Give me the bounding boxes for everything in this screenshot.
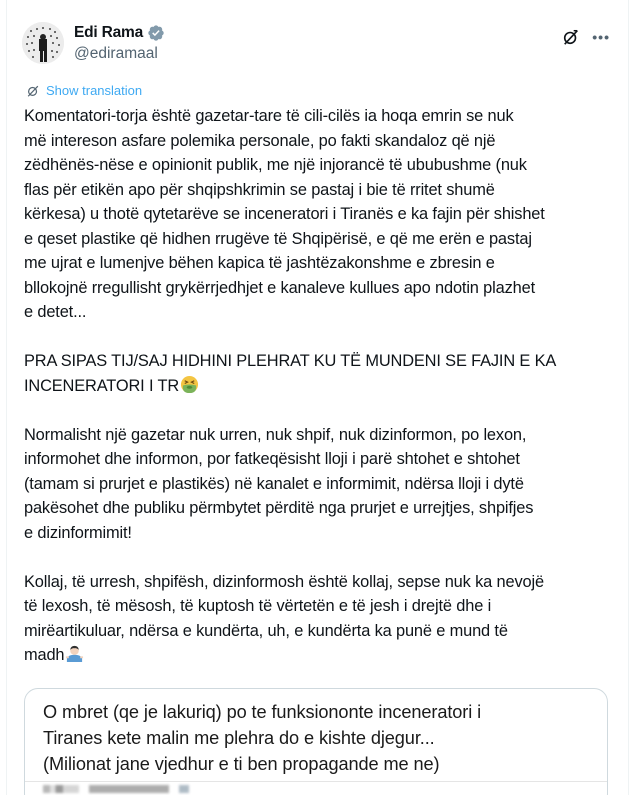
text-line-with-emoji <box>24 643 620 668</box>
show-translation-label[interactable]: Show translation <box>46 83 143 98</box>
text-line: (tamam si prurjet e plastikës) në kanalet e informimit, ndërsa lloji i dytë <box>24 474 524 493</box>
show-translation-link[interactable] <box>26 83 142 98</box>
text-line: e dizinformimit! <box>24 523 132 542</box>
text-line-with-emoji <box>24 374 620 399</box>
quoted-author-name <box>89 785 169 793</box>
text-line: informohet dhe informon, por fatkeqësisht lloji i parë shtohet e shtohet <box>24 450 520 468</box>
paragraph-4 <box>24 570 620 668</box>
text-line: e qeset plastike që hidhen rrugëve të Shqipërisë, e që me erën e pastaj <box>24 229 532 248</box>
text-line: kërkesa) u thotë qytetarëve se inceneratori i Tiranës e ka fajin për shishet <box>24 205 545 223</box>
text-line: flas për etikën apo për shqipshkrimin se pastaj i bie të rritet shumë <box>24 180 495 199</box>
tweet-actions <box>562 28 610 46</box>
text-line: zëdhënës-nëse e opinionit publik, me një injorancë të ububushme (nuk <box>24 156 527 174</box>
author-name[interactable]: Edi Rama <box>74 24 144 41</box>
paragraph-gap <box>24 398 620 423</box>
timeline-border-left <box>6 0 7 795</box>
quoted-footer-partial <box>43 785 189 793</box>
paragraph-2 <box>24 349 620 398</box>
man-shrugging-emoji-icon <box>65 644 84 663</box>
quoted-line: (Milionat jane vjedhur e ti ben propagande me ne) <box>43 754 440 774</box>
tweet-header <box>22 18 622 68</box>
paragraph-gap <box>24 325 620 350</box>
quoted-line: Tiranes kete malin me plehra do e kishte djegur... <box>43 728 435 748</box>
quoted-screenshot-image[interactable] <box>24 688 608 795</box>
text-line: e detet... <box>24 303 87 321</box>
more-options-icon[interactable]: ••• <box>592 29 610 45</box>
quoted-verified-icon <box>179 785 189 793</box>
text-line: Kollaj, të urresh, shpifësh, dizinformosh është kollaj, sepse nuk ka nevojë <box>24 572 544 591</box>
text-line: PRA SIPAS TIJ/SAJ HIDHINI PLEHRAT KU TË MUNDENI SE FAJIN E KA <box>24 352 557 370</box>
text-line: Komentatori-torja është gazetar-tare të cili-cilës ia hoqa emrin se nuk <box>24 107 514 125</box>
author-handle[interactable]: @ediramaal <box>74 45 158 62</box>
paragraph-1 <box>24 104 620 325</box>
paragraph-gap <box>24 545 620 570</box>
verified-badge-icon <box>147 24 165 42</box>
text-line: INCENERATORI I TR <box>24 376 180 395</box>
paragraph-3 <box>24 423 620 546</box>
quoted-avatar <box>43 785 79 793</box>
text-line: madh <box>24 646 65 664</box>
text-line: më intereson asfare polemika personale, po fakti skandaloz që një <box>24 131 496 150</box>
text-line: mirëartikuluar, ndërsa e kundërta, uh, e kundërta ka punë e mund të <box>24 621 508 640</box>
quoted-text <box>43 699 481 777</box>
text-line: bllokojnë rregullisht grykërrjedhjet e kanaleve kullues apo ndotin plazhet <box>24 278 535 297</box>
quoted-divider <box>25 781 607 782</box>
translate-icon <box>26 84 40 98</box>
grok-icon[interactable] <box>562 28 580 46</box>
quoted-line: O mbret (qe je lakuriq) po te funksiononte inceneratori i <box>43 702 482 722</box>
text-line: me ujrat e lumenjve bëhen kapica të jashtëzakonshme e zbresin e <box>24 254 495 272</box>
text-line: Normalisht një gazetar nuk urren, nuk shpif, nuk dizinformon, po lexon, <box>24 425 527 444</box>
author-name-row <box>74 24 165 42</box>
avatar[interactable] <box>22 22 64 64</box>
tweet-text <box>24 104 620 668</box>
timeline-border-right <box>628 0 629 795</box>
text-line: të lexosh, të mësosh, të kuptosh të vërtetën e të jesh i drejtë dhe i <box>24 597 492 615</box>
nauseated-face-emoji-icon <box>180 375 199 394</box>
text-line: pakësohet dhe publiku përmbytet përditë nga prurjet e urrejtjes, shpifjes <box>24 499 534 517</box>
